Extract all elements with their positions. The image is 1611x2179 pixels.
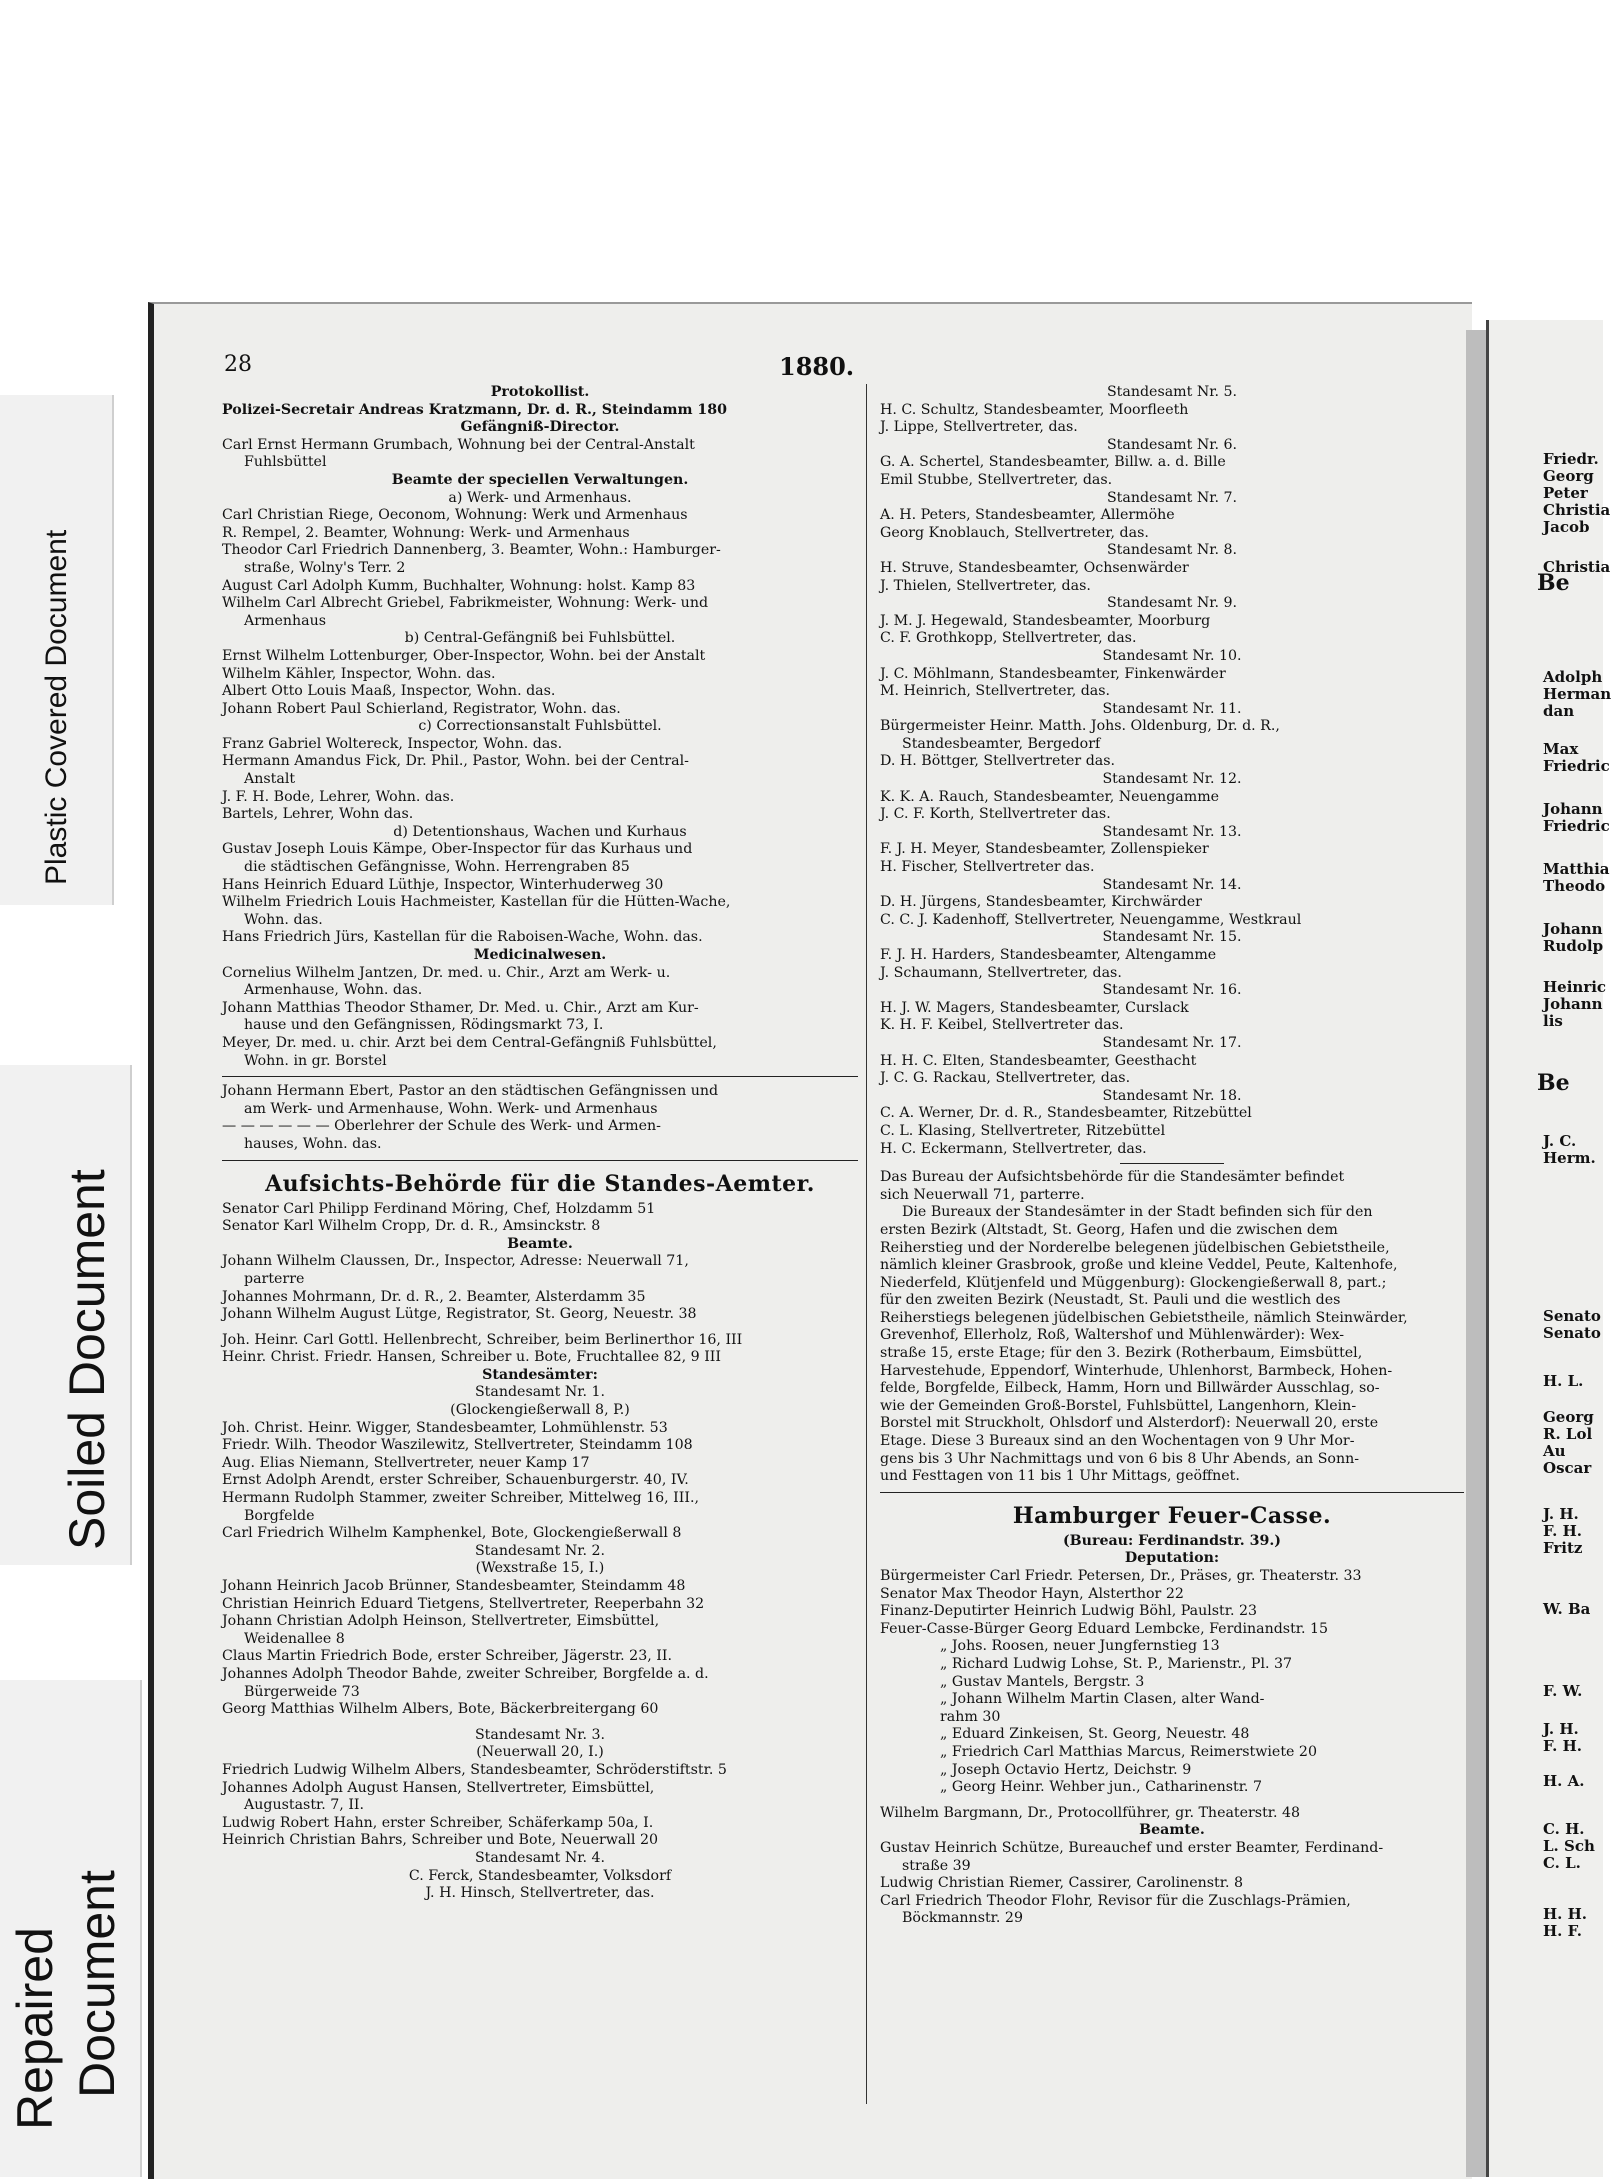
left-column-line: Carl Christian Riege, Oeconom, Wohnung: Werk und Armenhaus	[222, 507, 688, 524]
right-column-line: Standesbeamter, Bergedorf	[902, 735, 1101, 752]
adjacent-page-fragment: Friedr.	[1543, 450, 1599, 468]
left-column-line: b) Central-Gefängniß bei Fuhlsbüttel.	[404, 630, 676, 647]
right-column-line: „ Georg Heinr. Wehber jun., Catharinenstr. 7	[940, 1779, 1262, 1796]
left-column-line: Aufsichts-Behörde für die Standes-Aemter.	[265, 1170, 815, 1197]
right-column-line: Finanz-Deputirter Heinrich Ludwig Böhl, Paulstr. 23	[880, 1603, 1258, 1620]
left-column-line: (Wexstraße 15, I.)	[475, 1560, 605, 1577]
adjacent-page-fragment: Peter	[1543, 484, 1588, 502]
right-column-line: C. L. Klasing, Stellvertreter, Ritzebüttel	[880, 1122, 1166, 1139]
right-column-line: H. Fischer, Stellvertreter das.	[880, 859, 1095, 876]
right-column-line: Ludwig Christian Riemer, Cassirer, Carolinenstr. 8	[880, 1875, 1244, 1892]
right-column-line: „ Joseph Octavio Hertz, Deichstr. 9	[940, 1761, 1192, 1778]
adjacent-page-fragment: Jacob	[1543, 518, 1590, 536]
adjacent-page-fragment: Oscar	[1543, 1459, 1592, 1477]
adjacent-page-fragment: L. Sch	[1543, 1837, 1595, 1855]
right-column-line: G. A. Schertel, Standesbeamter, Billw. a. d. Bille	[880, 454, 1226, 471]
left-column-line: Hans Heinrich Eduard Lüthje, Inspector, Winterhuderweg 30	[222, 876, 664, 893]
tab-plastic-covered-label: Plastic Covered Document	[40, 529, 73, 885]
adjacent-page-fragment: W. Ba	[1543, 1600, 1591, 1618]
left-column-line: Aug. Elias Niemann, Stellvertreter, neuer Kamp 17	[222, 1454, 590, 1471]
right-column-line: Etage. Diese 3 Bureaux sind an den Wochentagen von 9 Uhr Mor-	[880, 1433, 1355, 1450]
right-column-line: Harvestehude, Eppendorf, Winterhude, Uhlenhorst, Barmbeck, Hohen-	[880, 1362, 1393, 1379]
right-column-line: wie der Gemeinden Groß-Borstel, Fuhlsbüttel, Langenhorn, Klein-	[880, 1397, 1357, 1414]
left-column-line: Borgfelde	[244, 1507, 315, 1524]
left-column-line: R. Rempel, 2. Beamter, Wohnung: Werk- und Armenhaus	[222, 524, 630, 541]
tab-soiled	[0, 1065, 132, 1565]
right-column-line: C. A. Werner, Dr. d. R., Standesbeamter, Ritzebüttel	[880, 1105, 1252, 1122]
separator-rule	[222, 1160, 858, 1161]
left-column-line: C. Ferck, Standesbeamter, Volksdorf	[408, 1867, 672, 1884]
right-column-line: Bürgermeister Carl Friedr. Petersen, Dr., Präses, gr. Theaterstr. 33	[880, 1568, 1362, 1584]
adjacent-page-heading: Be	[1537, 570, 1570, 596]
left-column-line: Wohn. in gr. Borstel	[244, 1052, 387, 1069]
right-column-line: straße 15, erste Etage; für den 3. Bezirk (Rotherbaum, Eimsbüttel,	[880, 1345, 1363, 1362]
right-column-line: „ Eduard Zinkeisen, St. Georg, Neuestr. 48	[940, 1726, 1250, 1743]
adjacent-page-fragment: J. H.	[1543, 1720, 1579, 1738]
right-column-line: Niederfeld, Klütjenfeld und Müggenburg): Glockengießerwall 8, part.;	[880, 1274, 1387, 1291]
right-column-line: Die Bureaux der Standesämter in der Stadt befinden sich für den	[902, 1204, 1373, 1221]
right-column-line: Reiherstiegs belegenen jüdelbischen Gebietstheile, nämlich Steinwärder,	[880, 1309, 1408, 1326]
right-column-line: Böckmannstr. 29	[902, 1910, 1023, 1927]
adjacent-page-fragment: Theodo	[1543, 877, 1606, 895]
left-column-line: Heinrich Christian Bahrs, Schreiber und Bote, Neuerwall 20	[222, 1832, 659, 1849]
page-year: 1880.	[779, 352, 855, 381]
adjacent-page-fragment: Christia	[1543, 558, 1611, 576]
left-column-line: Ernst Adolph Arendt, erster Schreiber, Schauenburgerstr. 40, IV.	[222, 1472, 689, 1489]
adjacent-page-fragment: Johann	[1543, 800, 1603, 818]
right-column-line: J. Thielen, Stellvertreter, das.	[880, 577, 1091, 594]
column-divider	[866, 384, 867, 2104]
adjacent-page-fragment: Max	[1543, 740, 1579, 758]
tab-repaired	[0, 1680, 142, 2177]
right-column-line: Hamburger Feuer-Casse.	[1012, 1502, 1332, 1529]
adjacent-page-fragment: J. H.	[1543, 1505, 1579, 1523]
left-column-line: Claus Martin Friedrich Bode, erster Schreiber, Jägerstr. 23, II.	[222, 1648, 672, 1665]
right-column-line: C. F. Grothkopp, Stellvertreter, das.	[880, 630, 1137, 647]
right-column-line: „ Johs. Roosen, neuer Jungfernstieg 13	[940, 1638, 1220, 1655]
right-column-line: H. C. Eckermann, Stellvertreter, das.	[880, 1140, 1147, 1157]
right-column-line: rahm 30	[940, 1708, 1001, 1725]
right-column-line: Emil Stubbe, Stellvertreter, das.	[880, 471, 1113, 488]
right-column-line: Standesamt Nr. 14.	[1102, 876, 1242, 893]
left-column-line: Armenhause, Wohn. das.	[244, 982, 423, 999]
adjacent-page-fragment: Johann	[1543, 995, 1603, 1013]
right-column-line: Wilhelm Bargmann, Dr., Protocollführer, gr. Theaterstr. 48	[880, 1804, 1301, 1821]
directory-page	[148, 302, 1472, 2179]
adjacent-page-fragment: H. H.	[1543, 1905, 1588, 1923]
right-column-line: Standesamt Nr. 12.	[1102, 771, 1242, 788]
adjacent-page-fragment: F. H.	[1543, 1522, 1582, 1540]
adjacent-page-fragment: Heinric	[1543, 978, 1607, 996]
right-column-line: H. Struve, Standesbeamter, Ochsenwärder	[880, 559, 1189, 576]
left-column-line: Armenhaus	[244, 612, 327, 629]
right-column-line: Standesamt Nr. 10.	[1102, 647, 1242, 664]
right-column-line: Standesamt Nr. 6.	[1106, 436, 1238, 453]
right-column-line: Standesamt Nr. 17.	[1102, 1034, 1242, 1051]
tab-plastic-covered	[0, 395, 114, 905]
right-column-line: Borstel mit Struckholt, Ohlsdorf und Alsterdorf): Neuerwall 20, erste	[880, 1415, 1379, 1432]
right-column-line: „ Johann Wilhelm Martin Clasen, alter Wand-	[940, 1691, 1265, 1708]
adjacent-page-fragment: F. H.	[1543, 1737, 1582, 1755]
left-column-line: Albert Otto Louis Maaß, Inspector, Wohn. das.	[222, 683, 556, 700]
left-column-line: Gefängniß-Director.	[460, 419, 620, 436]
left-column-line: Senator Karl Wilhelm Cropp, Dr. d. R., Amsinckstr. 8	[222, 1218, 601, 1235]
left-column-line: Ernst Wilhelm Lottenburger, Ober-Inspector, Wohn. bei der Anstalt	[222, 647, 706, 664]
separator-rule	[222, 1076, 858, 1077]
right-column-line: Standesamt Nr. 7.	[1106, 489, 1238, 506]
right-column-line: Reiherstieg und der Norderelbe belegenen jüdelbischen Gebietstheile,	[880, 1239, 1390, 1256]
left-column-line: Beamte.	[507, 1235, 573, 1252]
left-column-line: Standesamt Nr. 4.	[474, 1849, 606, 1866]
right-column-line: F. J. H. Meyer, Standesbeamter, Zollenspieker	[880, 841, 1209, 858]
adjacent-page-fragment: R. Lol	[1543, 1425, 1593, 1443]
right-column-line: Deputation:	[1124, 1550, 1220, 1567]
right-column-line: J. C. G. Rackau, Stellvertreter, das.	[880, 1070, 1131, 1087]
right-column-line: A. H. Peters, Standesbeamter, Allermöhe	[880, 507, 1175, 524]
left-column-line: Bartels, Lehrer, Wohn das.	[222, 806, 414, 823]
left-column-line: Wohn. das.	[244, 911, 323, 928]
left-column-line: Cornelius Wilhelm Jantzen, Dr. med. u. Chir., Arzt am Werk- u.	[222, 964, 671, 981]
adjacent-page-fragment: Senato	[1543, 1307, 1601, 1325]
right-column-line: Georg Knoblauch, Stellvertreter, das.	[880, 524, 1149, 541]
left-column-line: c) Correctionsanstalt Fuhlsbüttel.	[418, 718, 662, 735]
right-column-line: straße 39	[902, 1857, 971, 1874]
right-column-line: Grevenhof, Ellerholz, Roß, Waltershof und Mühlenwärder): Wex-	[880, 1327, 1345, 1344]
left-column-line: Theodor Carl Friedrich Dannenberg, 3. Beamter, Wohn.: Hamburger-	[222, 542, 721, 559]
right-column-line: Bürgermeister Heinr. Matth. Johs. Oldenburg, Dr. d. R.,	[880, 718, 1280, 735]
adjacent-page-strip	[1486, 320, 1611, 2177]
left-column-line: Augustastr. 7, II.	[244, 1797, 365, 1814]
right-column-line: felde, Borgfelde, Eilbeck, Hamm, Horn und Billwärder Ausschlag, so-	[880, 1380, 1380, 1397]
spacer	[222, 1719, 858, 1727]
left-column-line: Johann Hermann Ebert, Pastor an den städtischen Gefängnissen und	[222, 1083, 719, 1100]
left-column-line: Anstalt	[244, 771, 296, 788]
left-column-line: Friedrich Ludwig Wilhelm Albers, Standesbeamter, Schröderstiftstr. 5	[222, 1761, 727, 1778]
left-column-line: Meyer, Dr. med. u. chir. Arzt bei dem Central-Gefängniß Fuhlsbüttel,	[222, 1034, 717, 1051]
left-column-line: Johannes Adolph Theodor Bahde, zweiter Schreiber, Borgfelde a. d.	[222, 1665, 709, 1682]
adjacent-page-heading: Be	[1537, 1070, 1570, 1096]
left-column-line: Joh. Christ. Heinr. Wigger, Standesbeamter, Lohmühlenstr. 53	[222, 1419, 668, 1436]
adjacent-page-fragment: Friedric	[1543, 817, 1610, 835]
right-column-line: H. H. C. Elten, Standesbeamter, Geesthacht	[880, 1052, 1197, 1069]
right-column-line: Standesamt Nr. 5.	[1106, 384, 1238, 400]
page-edge-shadow	[1466, 330, 1486, 2177]
right-column-line: (Bureau: Ferdinandstr. 39.)	[1062, 1532, 1282, 1549]
left-column-line: Johann Matthias Theodor Sthamer, Dr. Med. u. Chir., Arzt am Kur-	[222, 999, 699, 1016]
right-column-line: Standesamt Nr. 18.	[1102, 1087, 1242, 1104]
left-column-line: Standesamt Nr. 2.	[474, 1542, 606, 1559]
left-column-line: August Carl Adolph Kumm, Buchhalter, Wohnung: holst. Kamp 83	[222, 577, 696, 594]
left-column-line: — — — — — — Oberlehrer der Schule des Werk- und Armen-	[222, 1118, 661, 1135]
left-column-line: J. H. Hinsch, Stellvertreter, das.	[425, 1885, 655, 1902]
page-number: 28	[224, 352, 252, 377]
adjacent-page-fragment: Georg	[1543, 467, 1594, 485]
adjacent-page-fragment: C. H.	[1543, 1820, 1585, 1838]
left-column-line: Beamte der speciellen Verwaltungen.	[391, 471, 689, 488]
left-column-line: Protokollist.	[490, 384, 590, 400]
left-column-line: Gustav Joseph Louis Kämpe, Ober-Inspector für das Kurhaus und	[222, 841, 693, 858]
adjacent-page-fragment: J. C.	[1543, 1132, 1577, 1150]
left-column-line: Weidenallee 8	[244, 1630, 345, 1647]
left-column-line: Johannes Adolph August Hansen, Stellvertreter, Eimsbüttel,	[222, 1779, 655, 1796]
left-column-line: Johann Heinrich Jacob Brünner, Standesbeamter, Steindamm 48	[222, 1578, 686, 1594]
left-column-line: parterre	[244, 1270, 305, 1287]
left-column-line: Johann Christian Adolph Heinson, Stellvertreter, Eimsbüttel,	[222, 1613, 660, 1630]
left-column-line: Wilhelm Carl Albrecht Griebel, Fabrikmeister, Wohnung: Werk- und	[222, 595, 709, 612]
right-column-line: für den zweiten Bezirk (Neustadt, St. Pauli und die westlich des	[880, 1292, 1341, 1309]
right-column-line: Senator Max Theodor Hayn, Alsterthor 22	[880, 1585, 1184, 1602]
right-column-line: Standesamt Nr. 15.	[1102, 929, 1242, 946]
right-column-line: gens bis 3 Uhr Nachmittags und von 6 bis 8 Uhr Abends, an Sonn-	[880, 1450, 1360, 1467]
left-column-line: Johann Robert Paul Schierland, Registrator, Wohn. das.	[222, 700, 621, 717]
right-column	[880, 384, 1464, 1928]
left-column-line: a) Werk- und Armenhaus.	[448, 489, 632, 506]
adjacent-page-fragment: Herman	[1543, 685, 1611, 703]
left-column-line: Wilhelm Friedrich Louis Hachmeister, Kastellan für die Hütten-Wache,	[222, 894, 731, 911]
left-column-line: straße, Wolny's Terr. 2	[244, 559, 406, 576]
adjacent-page-fragment: Friedric	[1543, 757, 1610, 775]
right-column-line: F. J. H. Harders, Standesbeamter, Altengamme	[880, 947, 1217, 963]
left-column-line: Johannes Mohrmann, Dr. d. R., 2. Beamter, Alsterdamm 35	[222, 1288, 646, 1305]
right-column-line: sich Neuerwall 71, parterre.	[880, 1186, 1085, 1203]
adjacent-page-fragment: H. A.	[1543, 1772, 1585, 1790]
left-column-line: d) Detentionshaus, Wachen und Kurhaus	[393, 823, 687, 840]
left-column-line: hauses, Wohn. das.	[244, 1135, 382, 1152]
left-column-line: J. F. H. Bode, Lehrer, Wohn. das.	[222, 788, 455, 805]
right-column-line: K. K. A. Rauch, Standesbeamter, Neuengamme	[880, 788, 1220, 805]
right-column-line: Standesamt Nr. 11.	[1102, 700, 1242, 717]
left-column-line: Ludwig Robert Hahn, erster Schreiber, Schäferkamp 50a, I.	[222, 1814, 654, 1831]
right-column-line: C. C. J. Kadenhoff, Stellvertreter, Neuengamme, Westkraul	[880, 911, 1302, 928]
right-column-line: Standesamt Nr. 8.	[1106, 542, 1238, 559]
right-column-line: J. C. F. Korth, Stellvertreter das.	[880, 806, 1111, 823]
right-column-line: „ Gustav Mantels, Bergstr. 3	[940, 1673, 1145, 1690]
left-column-line: (Neuerwall 20, I.)	[476, 1744, 604, 1761]
adjacent-page-fragment: Fritz	[1543, 1539, 1583, 1557]
right-column-line: H. J. W. Magers, Standesbeamter, Curslack	[880, 999, 1189, 1016]
right-column-line: Standesamt Nr. 16.	[1102, 982, 1242, 999]
right-column-line: K. H. F. Keibel, Stellvertreter das.	[880, 1017, 1124, 1034]
left-column-line: Carl Friedrich Wilhelm Kamphenkel, Bote, Glockengießerwall 8	[222, 1525, 682, 1542]
left-column-line: Senator Carl Philipp Ferdinand Möring, Chef, Holzdamm 51	[222, 1200, 656, 1217]
right-column-line: „ Friedrich Carl Matthias Marcus, Reimerstwiete 20	[940, 1743, 1317, 1760]
left-column-line: die städtischen Gefängnisse, Wohn. Herrengraben 85	[244, 859, 630, 876]
adjacent-page-fragment: H. F.	[1543, 1922, 1582, 1940]
right-column-line: D. H. Jürgens, Standesbeamter, Kirchwärder	[880, 894, 1202, 911]
left-column-line: Standesamt Nr. 1.	[474, 1384, 606, 1401]
left-column-line: Bürgerweide 73	[244, 1683, 360, 1700]
left-column-line: Johann Wilhelm August Lütge, Registrator, St. Georg, Neuestr. 38	[222, 1306, 697, 1323]
tab-repaired-label-1: Repaired	[7, 1927, 63, 2130]
adjacent-page-fragment: Herm.	[1543, 1149, 1596, 1167]
adjacent-page-fragment: dan	[1543, 702, 1575, 720]
right-column-line: J. C. Möhlmann, Standesbeamter, Finkenwärder	[880, 665, 1226, 682]
left-column	[222, 384, 858, 1903]
left-column-line: Joh. Heinr. Carl Gottl. Hellenbrecht, Schreiber, beim Berlinerthor 16, III	[222, 1331, 743, 1348]
right-column-line: J. Schaumann, Stellvertreter, das.	[880, 964, 1122, 981]
adjacent-page-fragment: Georg	[1543, 1408, 1594, 1426]
left-column-line: Carl Ernst Hermann Grumbach, Wohnung bei der Central-Anstalt	[222, 436, 695, 453]
right-column-line: Standesamt Nr. 9.	[1106, 595, 1238, 612]
left-column-line: (Glockengießerwall 8, P.)	[450, 1402, 630, 1419]
separator-rule	[880, 1492, 1464, 1493]
right-column-line: Carl Friedrich Theodor Flohr, Revisor für die Zuschlags-Prämien,	[880, 1892, 1351, 1909]
adjacent-page-fragment: Christia	[1543, 501, 1611, 519]
right-column-line: Beamte.	[1139, 1822, 1205, 1839]
left-column-line: Hermann Rudolph Stammer, zweiter Schreiber, Mittelweg 16, III.,	[222, 1490, 699, 1507]
left-column-line: Hans Friedrich Jürs, Kastellan für die Raboisen-Wache, Wohn. das.	[222, 929, 703, 946]
right-column-line: H. C. Schultz, Standesbeamter, Moorfleeth	[880, 401, 1189, 418]
right-column-line: und Festtagen von 11 bis 1 Uhr Mittags, geöffnet.	[880, 1468, 1240, 1485]
tab-repaired-label-2: Document	[69, 1870, 125, 2098]
adjacent-page-fragment: Matthia	[1543, 860, 1610, 878]
adjacent-page-fragment: Rudolp	[1543, 937, 1604, 955]
left-column-line: Friedr. Wilh. Theodor Waszilewitz, Stellvertreter, Steindamm 108	[222, 1437, 693, 1454]
left-column-line: Medicinalwesen.	[473, 947, 607, 963]
left-column-line: Wilhelm Kähler, Inspector, Wohn. das.	[222, 665, 496, 682]
adjacent-page-fragment: lis	[1543, 1012, 1563, 1030]
spacer	[880, 1797, 1464, 1805]
left-column-line: Heinr. Christ. Friedr. Hansen, Schreiber u. Bote, Fruchtallee 82, 9 III	[222, 1349, 722, 1366]
right-column-line: Gustav Heinrich Schütze, Bureauchef und erster Beamter, Ferdinand-	[880, 1839, 1384, 1856]
adjacent-page-fragment: Au	[1543, 1442, 1566, 1460]
left-column-line: Christian Heinrich Eduard Tietgens, Stellvertreter, Reeperbahn 32	[222, 1595, 705, 1612]
right-column-line: nämlich kleiner Grasbrook, große und kleine Veddel, Peute, Kaltenhofe,	[880, 1257, 1398, 1274]
adjacent-page-fragment: Adolph	[1543, 668, 1603, 686]
left-column-line: Fuhlsbüttel	[244, 454, 327, 471]
right-column-line: M. Heinrich, Stellvertreter, das.	[880, 683, 1111, 700]
right-column-line: Standesamt Nr. 13.	[1102, 823, 1242, 840]
left-column-line: Standesamt Nr. 3.	[474, 1726, 606, 1743]
left-column-line: Hermann Amandus Fick, Dr. Phil., Pastor, Wohn. bei der Central-	[222, 753, 689, 770]
right-column-line: J. Lippe, Stellvertreter, das.	[880, 419, 1078, 436]
adjacent-page-fragment: Johann	[1543, 920, 1603, 938]
left-column-line: Johann Wilhelm Claussen, Dr., Inspector, Adresse: Neuerwall 71,	[222, 1253, 689, 1270]
tab-soiled-label: Soiled Document	[59, 1169, 115, 1550]
spacer	[222, 1324, 858, 1332]
left-column-line: hause und den Gefängnissen, Rödingsmarkt 73, I.	[244, 1017, 604, 1034]
left-column-line: Polizei-Secretair Andreas Kratzmann, Dr. d. R., Steindamm 180	[222, 401, 728, 418]
adjacent-page-fragment: C. L.	[1543, 1854, 1581, 1872]
right-column-line: Feuer-Casse-Bürger Georg Eduard Lembcke, Ferdinandstr. 15	[880, 1620, 1329, 1637]
right-column-line: „ Richard Ludwig Lohse, St. P., Marienstr., Pl. 37	[940, 1655, 1293, 1672]
right-column-line: ersten Bezirk (Altstadt, St. Georg, Hafen und die zwischen dem	[880, 1221, 1338, 1238]
adjacent-page-fragment: F. W.	[1543, 1682, 1583, 1700]
adjacent-page-fragment: Senato	[1543, 1324, 1601, 1342]
left-column-line: am Werk- und Armenhause, Wohn. Werk- und Armenhaus	[244, 1100, 658, 1117]
separator-rule	[1120, 1163, 1224, 1164]
adjacent-page-fragment: H. L.	[1543, 1372, 1584, 1390]
left-column-line: Standesämter:	[482, 1366, 598, 1383]
right-column-line: J. M. J. Hegewald, Standesbeamter, Moorburg	[880, 612, 1211, 629]
right-column-line: Das Bureau der Aufsichtsbehörde für die Standesämter befindet	[880, 1169, 1345, 1186]
left-column-line: Franz Gabriel Woltereck, Inspector, Wohn. das.	[222, 735, 563, 752]
left-column-line: Georg Matthias Wilhelm Albers, Bote, Bäckerbreitergang 60	[222, 1701, 659, 1718]
right-column-line: D. H. Böttger, Stellvertreter das.	[880, 753, 1116, 770]
